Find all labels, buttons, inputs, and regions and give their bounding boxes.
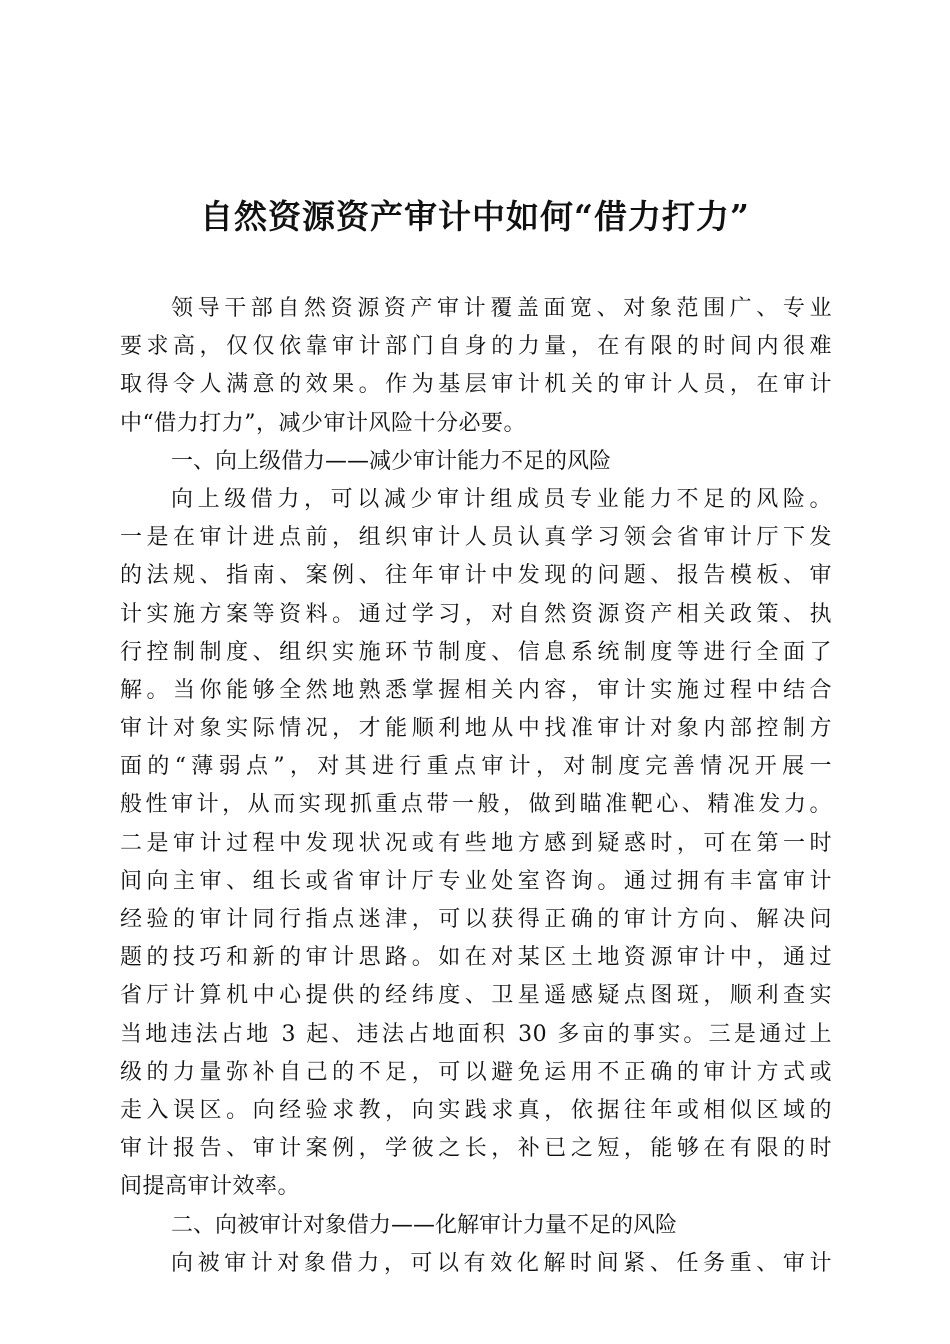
paragraph-line: 走入误区。向经验求教，向实践求真，依据往年或相似区域的	[120, 1097, 832, 1123]
section-heading: 一、向上级借力——减少审计能力不足的风险	[171, 448, 612, 474]
paragraph-line: 经验的审计同行指点迷津，可以获得正确的审计方向、解决问	[120, 907, 832, 932]
paragraph-line: 审计对象实际情况，才能顺利地从中找准审计对象内部控制方	[120, 716, 832, 742]
paragraph-line: 要求高，仅仅依靠审计部门自身的力量，在有限的时间内很难	[120, 334, 832, 360]
paragraph-line: 面的“薄弱点”，对其进行重点审计，对制度完善情况开展一	[120, 754, 832, 780]
paragraph-line: 向被审计对象借力，可以有效化解时间紧、任务重、审计	[171, 1250, 832, 1276]
section-heading: 二、向被审计对象借力——化解审计力量不足的风险	[171, 1212, 678, 1238]
paragraph-line: 般性审计，从而实现抓重点带一般，做到瞄准靶心、精准发力。	[120, 792, 832, 818]
paragraph-line: 计实施方案等资料。通过学习，对自然资源资产相关政策、执	[120, 601, 832, 627]
paragraph-line: 审计报告、审计案例，学彼之长，补已之短，能够在有限的时	[120, 1136, 832, 1162]
paragraph-line: 中“借力打力”，减少审计风险十分必要。	[120, 410, 526, 436]
paragraph-line: 题的技巧和新的审计思路。如在对某区土地资源审计中，通过	[120, 945, 832, 971]
paragraph-line: 二是审计过程中发现状况或有些地方感到疑惑时，可在第一时	[120, 830, 832, 856]
paragraph-line: 解。当你能够全然地熟悉掌握相关内容，审计实施过程中结合	[120, 677, 832, 703]
paragraph-line: 领导干部自然资源资产审计覆盖面宽、对象范围广、专业	[171, 296, 832, 321]
paragraph-line: 一是在审计进点前，组织审计人员认真学习领会省审计厅下发	[120, 525, 832, 551]
paragraph-line: 取得令人满意的效果。作为基层审计机关的审计人员，在审计	[120, 372, 832, 398]
paragraph-line: 省厅计算机中心提供的经纬度、卫星遥感疑点图斑，顺利查实	[120, 983, 832, 1009]
paragraph-line: 间提高审计效率。	[120, 1174, 301, 1200]
paragraph-line: 间向主审、组长或省审计厅专业处室咨询。通过拥有丰富审计	[120, 868, 832, 894]
paragraph-line: 级的力量弥补自己的不足，可以避免运用不正确的审计方式或	[120, 1059, 832, 1085]
paragraph-line: 当地违法占地 3 起、违法占地面积 30 多亩的事实。三是通过上	[120, 1021, 832, 1047]
paragraph-line: 行控制制度、组织实施环节制度、信息系统制度等进行全面了	[120, 639, 832, 665]
document-body	[120, 290, 832, 1283]
document-title: 自然资源资产审计中如何“借力打力”	[200, 197, 750, 236]
paragraph-line: 的法规、指南、案例、往年审计中发现的问题、报告模板、审	[120, 563, 832, 589]
paragraph-line: 向上级借力，可以减少审计组成员专业能力不足的风险。	[171, 486, 832, 512]
